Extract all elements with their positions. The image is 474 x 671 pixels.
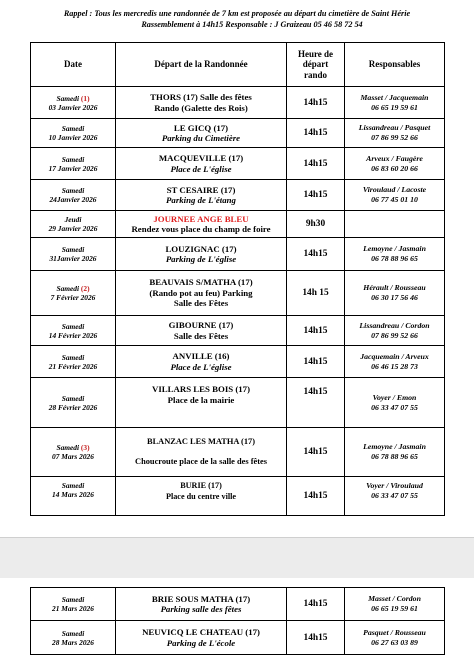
responsables-cell — [345, 428, 445, 477]
responsables-cell — [345, 477, 445, 516]
column-header-responsables: Responsables — [345, 43, 445, 87]
responsables-names: Viroulaud / Lacoste — [362, 185, 427, 194]
place-label: LE GICQ (17) — [173, 122, 229, 133]
date-label: 03 Janvier 2026 — [48, 102, 98, 112]
responsables-names: Arveux / Faugère — [366, 153, 423, 163]
place-label: GIBOURNE (17) — [168, 320, 234, 330]
responsables-phone: 06 46 15 28 73 — [371, 361, 418, 371]
time-cell: 9h30 — [287, 211, 345, 238]
day-label: Samedi — [56, 443, 80, 452]
responsables-names: Pasquet / Rousseau — [363, 627, 426, 637]
place-detail: Parking de L'église — [165, 254, 237, 264]
day-label: Samedi — [56, 93, 80, 103]
responsables-phone: 06 33 47 07 55 — [371, 402, 418, 412]
responsables-names: Masset / Cordon — [368, 594, 421, 603]
responsables-phone: 06 78 88 96 65 — [371, 254, 418, 263]
responsables-phone: 06 77 45 01 10 — [371, 195, 418, 204]
departure-cell — [116, 316, 287, 346]
responsables-phone: 06 78 88 96 65 — [371, 452, 418, 461]
departure-cell — [116, 148, 287, 180]
date-label: 28 Février 2026 — [48, 402, 98, 412]
responsables-cell — [345, 346, 445, 378]
date-cell — [31, 316, 116, 346]
responsables-names: Hérault / Rousseau — [363, 283, 426, 292]
departure-cell — [116, 87, 287, 119]
responsables-names: Lissandreau / Pasquet — [358, 123, 431, 132]
time-cell: 14h15 — [287, 87, 345, 119]
place-detail: Rando (Galette des Rois) — [154, 102, 248, 113]
date-cell — [31, 238, 116, 271]
date-cell — [31, 428, 116, 477]
responsables-cell — [345, 621, 445, 655]
responsables-cell — [345, 119, 445, 148]
time-cell: 14h15 — [287, 119, 345, 148]
day-label: Samedi — [56, 284, 80, 293]
responsables-names: Masset / Jacquemain — [360, 92, 429, 102]
responsables-cell — [345, 271, 445, 316]
responsables-cell — [345, 588, 445, 621]
table-row — [31, 238, 445, 271]
day-label: Samedi — [61, 393, 85, 403]
day-label: Samedi — [61, 481, 85, 490]
responsables-names: Lissandreau / Cordon — [359, 320, 430, 330]
place-detail: Parking salle des fêtes — [160, 604, 242, 614]
place-label: MACQUEVILLE (17) — [158, 153, 244, 163]
departure-cell — [116, 428, 287, 477]
day-label: Samedi — [61, 124, 85, 133]
place-label: ST CESAIRE (17) — [166, 184, 236, 195]
day-label: Samedi — [61, 245, 85, 254]
departure-cell — [116, 119, 287, 148]
day-label: Samedi — [61, 628, 85, 638]
departure-cell — [116, 346, 287, 378]
responsables-cell — [345, 238, 445, 271]
place-detail: Rendez vous place du champ de foire — [131, 224, 271, 234]
date-cell — [31, 346, 116, 378]
departure-cell — [116, 477, 287, 516]
departure-cell — [116, 621, 287, 655]
table-row — [31, 119, 445, 148]
responsables-phone: 06 30 17 56 46 — [371, 293, 418, 302]
time-cell: 14h15 — [287, 588, 345, 621]
table-row — [31, 271, 445, 316]
place-detail: Place de la mairie — [167, 394, 235, 405]
date-label: 29 Janvier 2026 — [48, 224, 98, 233]
day-label: Samedi — [61, 321, 85, 331]
responsables-phone: 06 83 60 20 66 — [371, 163, 418, 173]
time-cell: 14h15 — [287, 238, 345, 271]
date-cell — [31, 378, 116, 428]
responsables-cell — [345, 180, 445, 211]
day-label: Samedi — [61, 154, 85, 164]
departure-cell — [116, 271, 287, 316]
date-cell — [31, 621, 116, 655]
place-detail: Choucroute place de la salle des fêtes — [135, 457, 267, 466]
date-label: 10 Janvier 2026 — [48, 133, 98, 142]
date-label: 24Janvier 2026 — [49, 195, 97, 204]
place-label: BLANZAC LES MATHA (17) — [146, 436, 256, 446]
column-header-date: Date — [31, 43, 116, 87]
schedule-table — [30, 42, 445, 516]
responsables-cell — [345, 316, 445, 346]
departure-cell — [116, 211, 287, 238]
table-row — [31, 428, 445, 477]
responsables-cell — [345, 211, 445, 238]
departure-cell — [116, 180, 287, 211]
date-label: 21 Mars 2026 — [52, 604, 94, 613]
place-label: BRIE SOUS MATHA (17) — [151, 593, 251, 604]
place-detail: Parking du Cimetière — [161, 133, 241, 143]
date-label: 14 Février 2026 — [48, 330, 98, 340]
time-cell: 14h15 — [287, 316, 345, 346]
time-cell: 14h15 — [287, 148, 345, 180]
place-label: LOUZIGNAC (17) — [165, 243, 237, 254]
place-label: VILLARS LES BOIS (17) — [151, 384, 251, 394]
date-cell — [31, 211, 116, 238]
date-cell — [31, 119, 116, 148]
responsables-names: Voyer / Emon — [372, 392, 417, 402]
date-label: 28 Mars 2026 — [52, 637, 94, 647]
place-detail: Place de L'église — [170, 163, 232, 174]
date-cell — [31, 180, 116, 211]
column-header-departure: Départ de la Randonnée — [116, 43, 287, 87]
responsables-phone: 06 33 47 07 55 — [371, 491, 418, 500]
place-detail-2: Salle des Fêtes — [173, 298, 229, 309]
table-row — [31, 316, 445, 346]
responsables-phone: 07 86 99 52 66 — [371, 330, 418, 340]
place-label: BEAUVAIS S/MATHA (17) — [149, 277, 253, 288]
day-label: Samedi — [61, 186, 85, 195]
responsables-cell — [345, 87, 445, 119]
note-mark: (1) — [80, 93, 90, 103]
place-detail: Parking de L'école — [166, 637, 236, 648]
day-label: Jeudi — [64, 215, 82, 224]
day-label: Samedi — [61, 352, 85, 362]
departure-cell — [116, 588, 287, 621]
date-cell — [31, 588, 116, 621]
place-label: NEUVICQ LE CHATEAU (17) — [142, 627, 260, 637]
place-detail: Salle des Fêtes — [173, 330, 229, 341]
date-cell — [31, 271, 116, 316]
responsables-names: Lemoyne / Jasmain — [363, 442, 426, 451]
responsables-phone: 06 65 19 59 61 — [371, 102, 418, 112]
note-mark: (3) — [80, 443, 90, 452]
note-mark: (2) — [80, 284, 90, 293]
time-cell: 14h15 — [287, 180, 345, 211]
column-header-time — [287, 43, 345, 87]
date-cell — [31, 477, 116, 516]
time-cell: 14h15 — [287, 346, 345, 378]
place-detail: (Rando pot au feu) Parking — [149, 287, 253, 298]
date-cell — [31, 87, 116, 119]
responsables-phone: 07 86 99 52 66 — [371, 133, 418, 142]
date-cell — [31, 148, 116, 180]
table-row — [31, 588, 445, 621]
place-label: ANVILLE (16) — [172, 351, 230, 361]
table-row — [31, 148, 445, 180]
time-cell: 14h 15 — [287, 271, 345, 316]
table-header-row — [31, 43, 445, 87]
reminder-line: Rappel : Tous les mercredis une randonnée de 7 km est proposée au départ du cimetière de Saint Hérie — [63, 9, 411, 18]
schedule-table-continued — [30, 587, 445, 655]
table-row — [31, 87, 445, 119]
place-detail: Place de L'église — [170, 361, 232, 372]
table-row — [31, 378, 445, 428]
place-label: THORS (17) Salle des fêtes — [150, 92, 252, 102]
date-label: 07 Mars 2026 — [52, 452, 94, 461]
table-row — [31, 346, 445, 378]
time-cell: 14h15 — [287, 621, 345, 655]
place-detail: Parking de L'étang — [166, 195, 236, 205]
date-label: 21 Février 2026 — [48, 361, 98, 371]
table-row — [31, 211, 445, 238]
page-separator — [0, 537, 474, 579]
date-label: 17 Janvier 2026 — [48, 163, 98, 173]
responsables-cell — [345, 148, 445, 180]
date-label: 14 Mars 2026 — [52, 490, 94, 499]
responsables-phone: 06 65 19 59 61 — [371, 604, 418, 613]
place-detail: Place du centre ville — [165, 491, 237, 501]
responsables-phone: 06 27 63 03 89 — [371, 637, 418, 647]
responsables-names: Lemoyne / Jasmain — [363, 244, 426, 253]
table-row — [31, 180, 445, 211]
departure-cell — [116, 238, 287, 271]
place-label: BURIE (17) — [180, 481, 222, 490]
table-row — [31, 477, 445, 516]
table-row — [31, 621, 445, 655]
date-label: 7 Février 2026 — [50, 293, 96, 302]
time-cell: 14h15 — [287, 477, 345, 516]
time-cell: 14h15 — [287, 378, 345, 428]
meeting-line: Rassemblement à 14h15 Responsable : J Graizeau 05 46 58 72 54 — [141, 20, 363, 29]
time-header-label: Heure de départ rando — [297, 48, 334, 80]
departure-cell — [116, 378, 287, 428]
reminder-header — [0, 8, 474, 30]
responsables-cell — [345, 378, 445, 428]
time-cell: 14h15 — [287, 428, 345, 477]
day-label: Samedi — [61, 595, 85, 604]
responsables-names: Voyer / Viroulaud — [366, 481, 423, 490]
date-label: 31Janvier 2026 — [49, 254, 97, 263]
event-title: JOURNEE ANGE BLEU — [153, 213, 249, 224]
responsables-names: Jacquemain / Arveux — [360, 351, 429, 361]
